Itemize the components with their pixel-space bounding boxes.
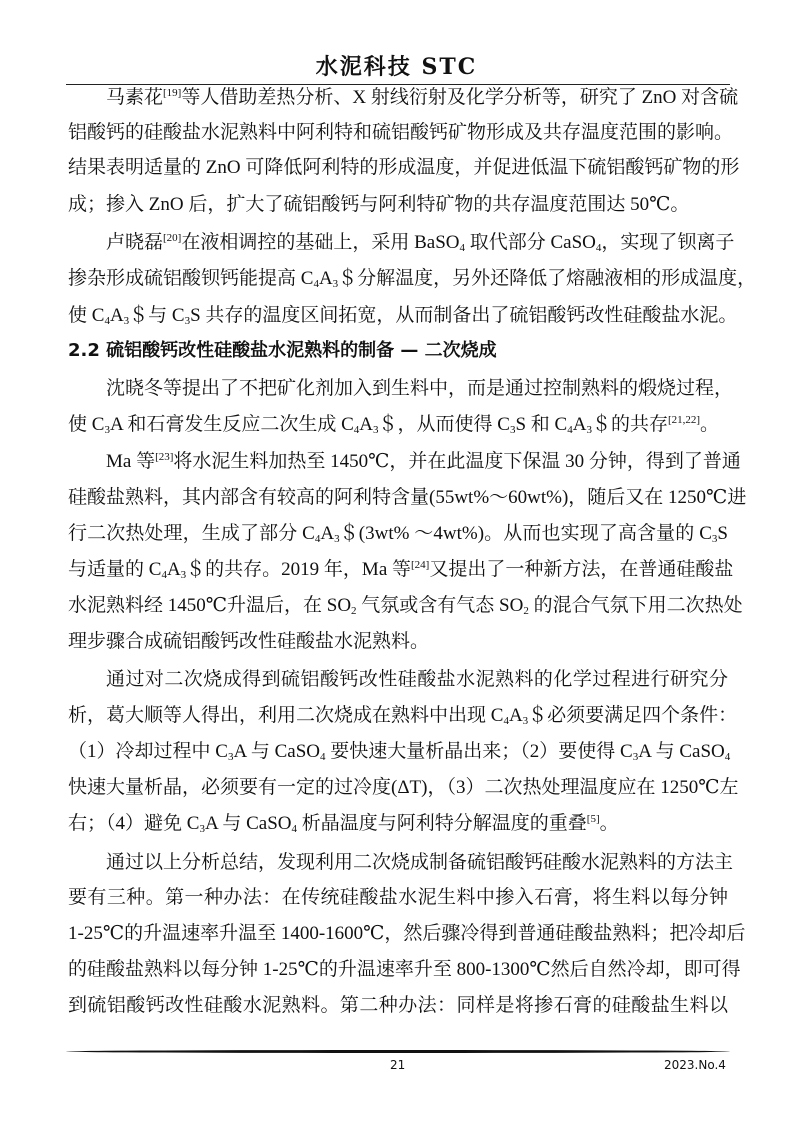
text-run: A (508, 705, 523, 726)
subscript: 2 (523, 605, 529, 617)
text-run: 掺杂形成硫铝酸钡钙能提高 C (68, 268, 314, 289)
text-run: 卢晓磊 (106, 232, 164, 253)
citation-superscript: [24] (411, 559, 430, 571)
section-heading: 2.2 硫铝酸钙改性硅酸盐水泥熟料的制备 — 二次烧成 (68, 340, 497, 361)
text-run: 要有三种。第一种办法：在传统硅酸盐水泥生料中掺入石膏，将生料以每分钟 (68, 887, 728, 908)
text-run: A 与 CaSO (638, 741, 725, 762)
citation-superscript: [21,22] (667, 414, 701, 426)
paragraph-line (68, 629, 728, 655)
text-run: 又提出了一种新方法，在普通硅酸盐 (429, 559, 734, 580)
subscript: 3 (332, 278, 339, 290)
text-run: 通过对二次烧成得到硫铝酸钙改性硅酸盐水泥熟料的化学过程进行研究分 (106, 669, 728, 690)
text-run: 水泥熟料经 1450℃升温后，在 SO (68, 595, 352, 616)
text-run: 理步骤合成硫铝酸钙改性硅酸盐水泥熟料。 (68, 631, 430, 652)
text-run: A (318, 268, 333, 289)
citation-superscript: [20] (163, 232, 182, 244)
text-run: S 共存的温度区间拓宽，从而制备出了硫铝酸钙改性硅酸盐水泥。 (190, 305, 738, 326)
paragraph-line (68, 303, 738, 329)
text-run: A (166, 559, 181, 580)
paragraph-line (68, 593, 743, 619)
paragraph-line (68, 703, 738, 729)
text-run: ＄(3wt% ～4wt%)。从而也实现了高含量的 C (339, 523, 712, 544)
text-run: 铝酸钙的硅酸盐水泥熟料中阿利特和硫铝酸钙矿物形成及共存温度范围的影响。 (68, 122, 734, 143)
text-run: 马素花 (106, 87, 164, 108)
paragraph-line (68, 885, 728, 911)
text-run: 1-25℃的升温速率升温至 1400-1600℃，然后骤冷得到普通硅酸盐熟料；把冷却后 (68, 923, 746, 944)
text-run: A 与 CaSO (204, 813, 292, 834)
text-run: ，实现了钡离子 (601, 232, 735, 253)
text-run: 等人借助差热分析、X 射线衍射及化学分析等，研究了 ZnO 对含硫 (181, 87, 739, 108)
text-run: ＄与 C (129, 305, 185, 326)
citation-superscript: [19] (163, 87, 182, 99)
text-run: 的硅酸盐熟料以每分钟 1-25℃的升温速率升至 800-1300℃然后自然冷却，即可得 (68, 959, 741, 980)
text-run: 气氛或含有气态 SO (356, 595, 524, 616)
paragraph-line (68, 739, 731, 765)
text-run: 将水泥生料加热至 1450℃，并在此温度下保温 30 分钟，得到了普通 (173, 451, 741, 472)
paragraph-line (68, 521, 728, 547)
journal-header: 水泥科技 STC (315, 54, 478, 80)
paragraph-line (68, 412, 728, 438)
text-run: 。 (599, 813, 619, 834)
text-run: A 和石膏发生反应二次生成 C (109, 414, 354, 435)
text-run: 通过以上分析总结，发现利用二次烧成制备硫铝酸钙硅酸水泥熟料的方法主 (106, 852, 734, 873)
paragraph-line (68, 192, 728, 218)
text-run: 析，葛大顺等人得出，利用二次烧成在熟料中出现 C (68, 705, 504, 726)
text-run: ＄，从而使得 C (378, 414, 510, 435)
text-run: 沈晓冬等提出了不把矿化剂加入到生料中，而是通过控制熟料的煅烧过程， (106, 378, 734, 399)
citation-superscript: [23] (155, 451, 174, 463)
subscript: 4 (104, 315, 110, 327)
subscript: 3 (180, 569, 187, 581)
text-run: （1）冷却过程中 C (68, 741, 228, 762)
text-run: 。 (700, 414, 720, 435)
paragraph-line (68, 557, 734, 583)
paragraph-line (68, 957, 741, 983)
text-run: A (359, 414, 374, 435)
footer-rule (66, 1050, 730, 1053)
subscript: 4 (291, 823, 298, 835)
subscript: 3 (509, 424, 516, 436)
subscript: 4 (313, 278, 319, 290)
paragraph-line (106, 667, 728, 693)
text-run: 的混合气氛下用二次热处 (528, 595, 743, 616)
text-run: 要快速大量析晶出来；（2）要使得 C (325, 741, 633, 762)
text-run: 到硫铝酸钙改性硅酸水泥熟料。第二种办法：同样是将掺石膏的硅酸盐生料以 (68, 995, 728, 1016)
subscript: 4 (595, 242, 602, 254)
text-run: A (320, 523, 335, 544)
page-number: 21 (390, 1058, 406, 1072)
subscript: 3 (334, 533, 340, 545)
text-run: 在液相调控的基础上，采用 BaSO (181, 232, 460, 253)
subscript: 3 (632, 751, 639, 763)
text-run: S (717, 523, 728, 544)
text-run: ＄必须要满足四个条件： (528, 705, 738, 726)
paragraph-line (106, 230, 735, 256)
paragraph-line (68, 120, 734, 146)
paragraph-line (106, 449, 741, 475)
text-run: Ma 等 (106, 451, 156, 472)
subscript: 3 (711, 533, 718, 545)
subscript: 3 (123, 315, 130, 327)
subscript: 4 (503, 715, 509, 727)
text-run: 硅酸盐熟料，其内部含有较高的阿利特含量(55wt%～60wt%)，随后又在 1250℃进 (68, 487, 747, 508)
subscript: 3 (104, 424, 110, 436)
text-run: A 与 CaSO (233, 741, 321, 762)
subscript: 4 (459, 242, 465, 254)
subscript: 4 (724, 751, 731, 763)
text-run: 析晶温度与阿利特分解温度的重叠 (297, 813, 587, 834)
subscript: 4 (320, 751, 326, 763)
text-run: A (109, 305, 124, 326)
text-run: ＄分解温度，另外还降低了熔融液相的形成温度， (338, 268, 757, 289)
text-run: S 和 C (515, 414, 568, 435)
subscript: 4 (353, 424, 360, 436)
text-run: 成；掺入 ZnO 后，扩大了硫铝酸钙与阿利特矿物的共存温度范围达 50℃。 (68, 194, 690, 215)
text-run: 取代部分 CaSO (465, 232, 596, 253)
paragraph-line (106, 850, 734, 876)
text-run: ＄的共存 (591, 414, 668, 435)
subscript: 3 (199, 823, 205, 835)
text-run: 右；（4）避免 C (68, 813, 200, 834)
text-run: 使 C (68, 305, 105, 326)
paragraph-line (68, 921, 746, 947)
text-run: A (572, 414, 587, 435)
subscript: 3 (373, 424, 379, 436)
text-run: ＄的共存。2019 年，Ma 等 (186, 559, 411, 580)
subscript: 4 (567, 424, 573, 436)
paragraph-line (106, 85, 739, 111)
text-run: 与适量的 C (68, 559, 162, 580)
issue-label: 2023.No.4 (664, 1058, 726, 1072)
text-run: 行二次热处理，生成了部分 C (68, 523, 315, 544)
subscript: 3 (586, 424, 592, 436)
subscript: 3 (522, 715, 529, 727)
subscript: 3 (184, 315, 191, 327)
subscript: 4 (314, 533, 321, 545)
subscript: 2 (351, 605, 357, 617)
paragraph-line (68, 811, 728, 837)
citation-superscript: [5] (586, 813, 600, 825)
text-run: 使 C (68, 414, 105, 435)
subscript: 4 (161, 569, 167, 581)
subscript: 3 (227, 751, 234, 763)
paragraph-line (106, 376, 734, 402)
text-run: 快速大量析晶，必须要有一定的过冷度(ΔT)，（3）二次热处理温度应在 1250℃左 (68, 777, 739, 798)
paragraph-line (68, 993, 728, 1019)
text-run: 结果表明适量的 ZnO 可降低阿利特的形成温度，并促进低温下硫铝酸钙矿物的形 (68, 157, 740, 178)
paragraph-line (68, 485, 747, 511)
paragraph-line (68, 155, 740, 181)
paragraph-line (68, 775, 739, 801)
paragraph-line (68, 266, 757, 292)
